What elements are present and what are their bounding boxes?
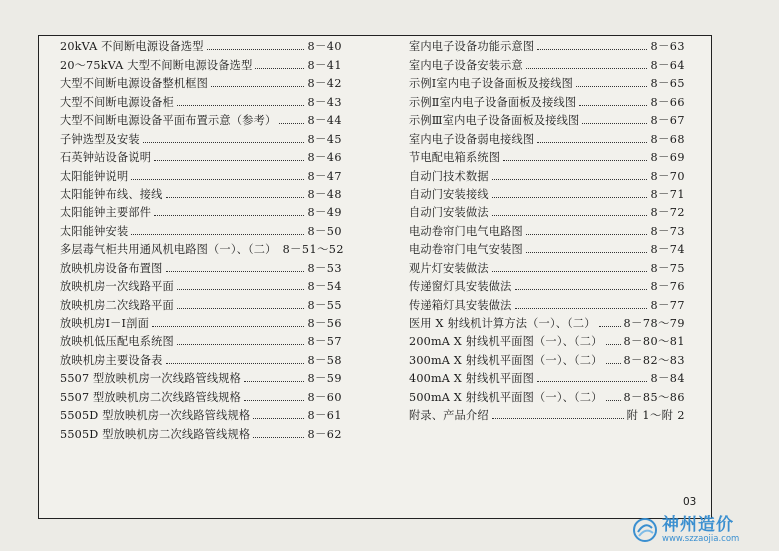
toc-entry-title: 放映机房二次线路平面 [60, 298, 174, 312]
dot-leader [177, 343, 305, 345]
toc-entry [60, 164, 342, 182]
toc-entry-title: 附录、产品介绍 [409, 409, 489, 423]
dot-leader [177, 307, 305, 309]
toc-entry-title: 放映机房主要设备表 [60, 353, 163, 367]
toc-entry-page: 8－56 [307, 317, 342, 330]
toc-entry-title: 放映机房一次线路平面 [60, 280, 174, 294]
toc-entry-page: 8－61 [307, 409, 342, 423]
toc-entry-title: 5507 型放映机房二次线路管线规格 [60, 390, 242, 404]
dot-leader [143, 141, 305, 143]
toc-entry-title: 20～75kVA 大型不间断电源设备选型 [60, 58, 253, 72]
toc-entry [60, 422, 342, 440]
toc-entry [409, 312, 685, 330]
toc-entry [409, 404, 685, 422]
toc-entry [409, 53, 685, 71]
toc-entry-title: 5505D 型放映机房一次线路管线规格 [60, 409, 251, 423]
dot-leader [537, 48, 647, 50]
dot-leader [131, 178, 304, 180]
toc-entry-title: 电动卷帘门电气电路图 [409, 224, 523, 238]
toc-entry [60, 330, 342, 348]
toc-entry [409, 164, 685, 182]
toc-entry-page: 8－85～86 [623, 390, 685, 404]
dot-leader [582, 122, 647, 124]
toc-entry-page: 8－80～81 [623, 335, 685, 349]
dot-leader [255, 67, 304, 69]
toc-entry-page: 8－70 [650, 169, 685, 183]
toc-entry [60, 312, 342, 330]
toc-entry [409, 256, 685, 274]
toc-entry-title: 大型不间断电源设备柜 [60, 95, 174, 109]
toc-entry-page: 8－72 [650, 206, 685, 220]
toc-entry [409, 275, 685, 293]
toc-entry-page: 8－66 [650, 95, 685, 109]
toc-entry-page: 8－60 [307, 390, 342, 404]
toc-entry-page: 8－50 [307, 224, 342, 238]
dot-leader [515, 307, 648, 309]
toc-entry-page: 8－64 [650, 58, 685, 72]
toc-entry [409, 146, 685, 164]
toc-entry-title: 500mA X 射线机平面图（一）、（二） [409, 390, 603, 404]
toc-entry-page: 8－73 [650, 224, 685, 238]
dot-leader [253, 436, 304, 438]
toc-right-column [409, 35, 685, 422]
toc-entry-title: 放映机房设备布置图 [60, 261, 163, 275]
toc-entry-page: 8－67 [650, 114, 685, 128]
toc-entry-title: 多层毒气柜共用通风机电路图（一）、（二） [60, 243, 277, 257]
toc-entry-page: 8－49 [307, 206, 342, 220]
dot-leader [492, 417, 624, 419]
dot-leader [599, 325, 621, 327]
toc-entry-title: 放映机低压配电系统图 [60, 335, 174, 349]
toc-entry-title: 5507 型放映机房一次线路管线规格 [60, 372, 242, 386]
toc-entry-page: 附 1～附 2 [626, 409, 685, 423]
dot-leader [244, 399, 304, 401]
toc-entry [60, 256, 342, 274]
dot-leader [177, 288, 305, 290]
toc-entry-title: 自动门技术数据 [409, 169, 489, 183]
toc-entry-page: 8－59 [307, 372, 342, 386]
dot-leader [492, 196, 648, 198]
toc-entry-page: 8－46 [307, 151, 342, 165]
toc-entry [60, 385, 342, 403]
toc-entry [60, 72, 342, 90]
dot-leader [492, 270, 648, 272]
dot-leader [154, 159, 304, 161]
toc-entry [409, 385, 685, 403]
toc-entry-title: 医用 X 射线机计算方法（一）、（二） [409, 317, 596, 330]
dot-leader [207, 48, 305, 50]
dot-leader [606, 343, 621, 345]
dot-leader [492, 178, 648, 180]
toc-entry [60, 219, 342, 237]
toc-entry [60, 367, 342, 385]
watermark-logo-icon [632, 517, 658, 543]
toc-entry [60, 183, 342, 201]
toc-entry-page: 8－43 [307, 95, 342, 109]
toc-entry-title: 放映机房Ⅰ－Ⅰ剖面 [60, 317, 149, 330]
dot-leader [537, 380, 647, 382]
toc-entry-page: 8－69 [650, 151, 685, 165]
toc-entry-page: 8－41 [307, 58, 342, 72]
toc-entry-page: 8－68 [650, 132, 685, 146]
toc-entry-page: 8－62 [307, 427, 342, 441]
toc-entry-page: 8－74 [650, 243, 685, 257]
toc-entry [409, 367, 685, 385]
dot-leader [606, 399, 621, 401]
page-number: 03 [683, 496, 697, 508]
toc-entry-page: 8－42 [307, 77, 342, 91]
toc-entry-title: 300mA X 射线机平面图（一）、（二） [409, 353, 603, 367]
dot-leader [253, 417, 304, 419]
toc-entry [409, 219, 685, 237]
toc-entry-page: 8－77 [650, 298, 685, 312]
dot-leader [526, 251, 648, 253]
toc-entry-page: 8－40 [307, 40, 342, 54]
toc-entry-title: 太阳能钟主要部件 [60, 206, 152, 220]
dot-leader [131, 233, 304, 235]
toc-entry-page: 8－65 [650, 77, 685, 91]
toc-entry-page: 8－82～83 [623, 353, 685, 367]
toc-entry-title: 400mA X 射线机平面图 [409, 372, 535, 386]
dot-leader [166, 196, 305, 198]
toc-entry [409, 201, 685, 219]
toc-entry-title: 大型不间断电源设备整机框图 [60, 77, 209, 91]
toc-entry-title: 电动卷帘门电气安装图 [409, 243, 523, 257]
toc-entry-title: 石英钟站设备说明 [60, 151, 152, 165]
toc-entry-title: 20kVA 不间断电源设备选型 [60, 40, 204, 54]
toc-entry [60, 35, 342, 53]
dot-leader [154, 214, 304, 216]
toc-entry-title: 太阳能钟安装 [60, 224, 129, 238]
dot-leader [537, 141, 647, 143]
toc-entry-title: 示例Ⅲ室内电子设备面板及接线图 [409, 114, 580, 128]
toc-entry-title: 室内电子设备弱电接线图 [409, 132, 535, 146]
toc-entry-page: 8－47 [307, 169, 342, 183]
toc-entry [60, 348, 342, 366]
toc-entry [409, 330, 685, 348]
toc-entry-page: 8－53 [307, 261, 342, 275]
toc-entry-page: 8－48 [307, 187, 342, 201]
dot-leader [211, 85, 304, 87]
watermark-name: 神州造价 [662, 515, 734, 535]
toc-entry [409, 238, 685, 256]
dot-leader [526, 67, 648, 69]
toc-entry-page: 8－55 [307, 298, 342, 312]
toc-entry-page: 8－58 [307, 353, 342, 367]
toc-entry-title: 自动门安装做法 [409, 206, 489, 220]
toc-entry [60, 275, 342, 293]
toc-entry [60, 201, 342, 219]
toc-entry [409, 348, 685, 366]
toc-entry-title: 自动门安装接线 [409, 187, 489, 201]
toc-entry-page: 8－76 [650, 280, 685, 294]
dot-leader [166, 362, 305, 364]
dot-leader [526, 233, 648, 235]
dot-leader [279, 122, 304, 124]
toc-entry-page: 8－51～52 [282, 243, 345, 257]
toc-entry-title: 太阳能钟说明 [60, 169, 129, 183]
toc-entry [60, 127, 342, 145]
toc-entry-title: 太阳能钟布线、接线 [60, 187, 163, 201]
toc-entry [60, 90, 342, 108]
toc-entry-page: 8－71 [650, 187, 685, 201]
dot-leader [576, 85, 647, 87]
watermark-url: www.szzaojia.com [662, 534, 740, 544]
toc-entry-page: 8－78～79 [623, 317, 685, 330]
toc-entry [60, 53, 342, 71]
toc-entry [409, 35, 685, 53]
watermark [632, 513, 772, 547]
dot-leader [579, 104, 647, 106]
toc-entry-title: 观片灯安装做法 [409, 261, 489, 275]
toc-entry-title: 示例Ⅱ室内电子设备面板及接线图 [409, 95, 577, 109]
dot-leader [152, 325, 305, 327]
toc-left-column [60, 35, 345, 441]
toc-entry-title: 子钟选型及安装 [60, 132, 140, 146]
toc-entry-title: 大型不间断电源设备平面布置示意（参考） [60, 114, 277, 128]
dot-leader [492, 214, 648, 216]
toc-entry [60, 146, 342, 164]
toc-entry-page: 8－44 [307, 114, 342, 128]
toc-entry [409, 90, 685, 108]
dot-leader [515, 288, 648, 290]
toc-entry-title: 节电配电箱系统图 [409, 151, 501, 165]
dot-leader [606, 362, 621, 364]
toc-entry-page: 8－84 [650, 372, 685, 386]
toc-entry-page: 8－63 [650, 40, 685, 54]
dot-leader [166, 270, 305, 272]
toc-entry-title: 传递箱灯具安装做法 [409, 298, 512, 312]
toc-entry-title: 示例Ⅰ室内电子设备面板及接线图 [409, 77, 574, 91]
toc-entry [60, 404, 342, 422]
toc-entry [60, 238, 345, 257]
toc-entry [60, 293, 342, 311]
dot-leader [244, 380, 304, 382]
toc-entry [409, 127, 685, 145]
toc-entry [409, 109, 685, 127]
toc-entry-page: 8－57 [307, 335, 342, 349]
toc-entry-page: 8－75 [650, 261, 685, 275]
dot-leader [177, 104, 305, 106]
toc-entry-title: 200mA X 射线机平面图（一）、（二） [409, 335, 603, 349]
toc-entry-title: 室内电子设备安装示意 [409, 58, 523, 72]
toc-entry [409, 72, 685, 90]
toc-entry-page: 8－54 [307, 280, 342, 294]
toc-entry-title: 室内电子设备功能示意图 [409, 40, 535, 54]
toc-entry-page: 8－45 [307, 132, 342, 146]
toc-entry [60, 109, 342, 127]
toc-entry [409, 183, 685, 201]
toc-entry-title: 5505D 型放映机房二次线路管线规格 [60, 427, 251, 441]
toc-entry-title: 传递窗灯具安装做法 [409, 280, 512, 294]
dot-leader [503, 159, 647, 161]
toc-entry [409, 293, 685, 311]
